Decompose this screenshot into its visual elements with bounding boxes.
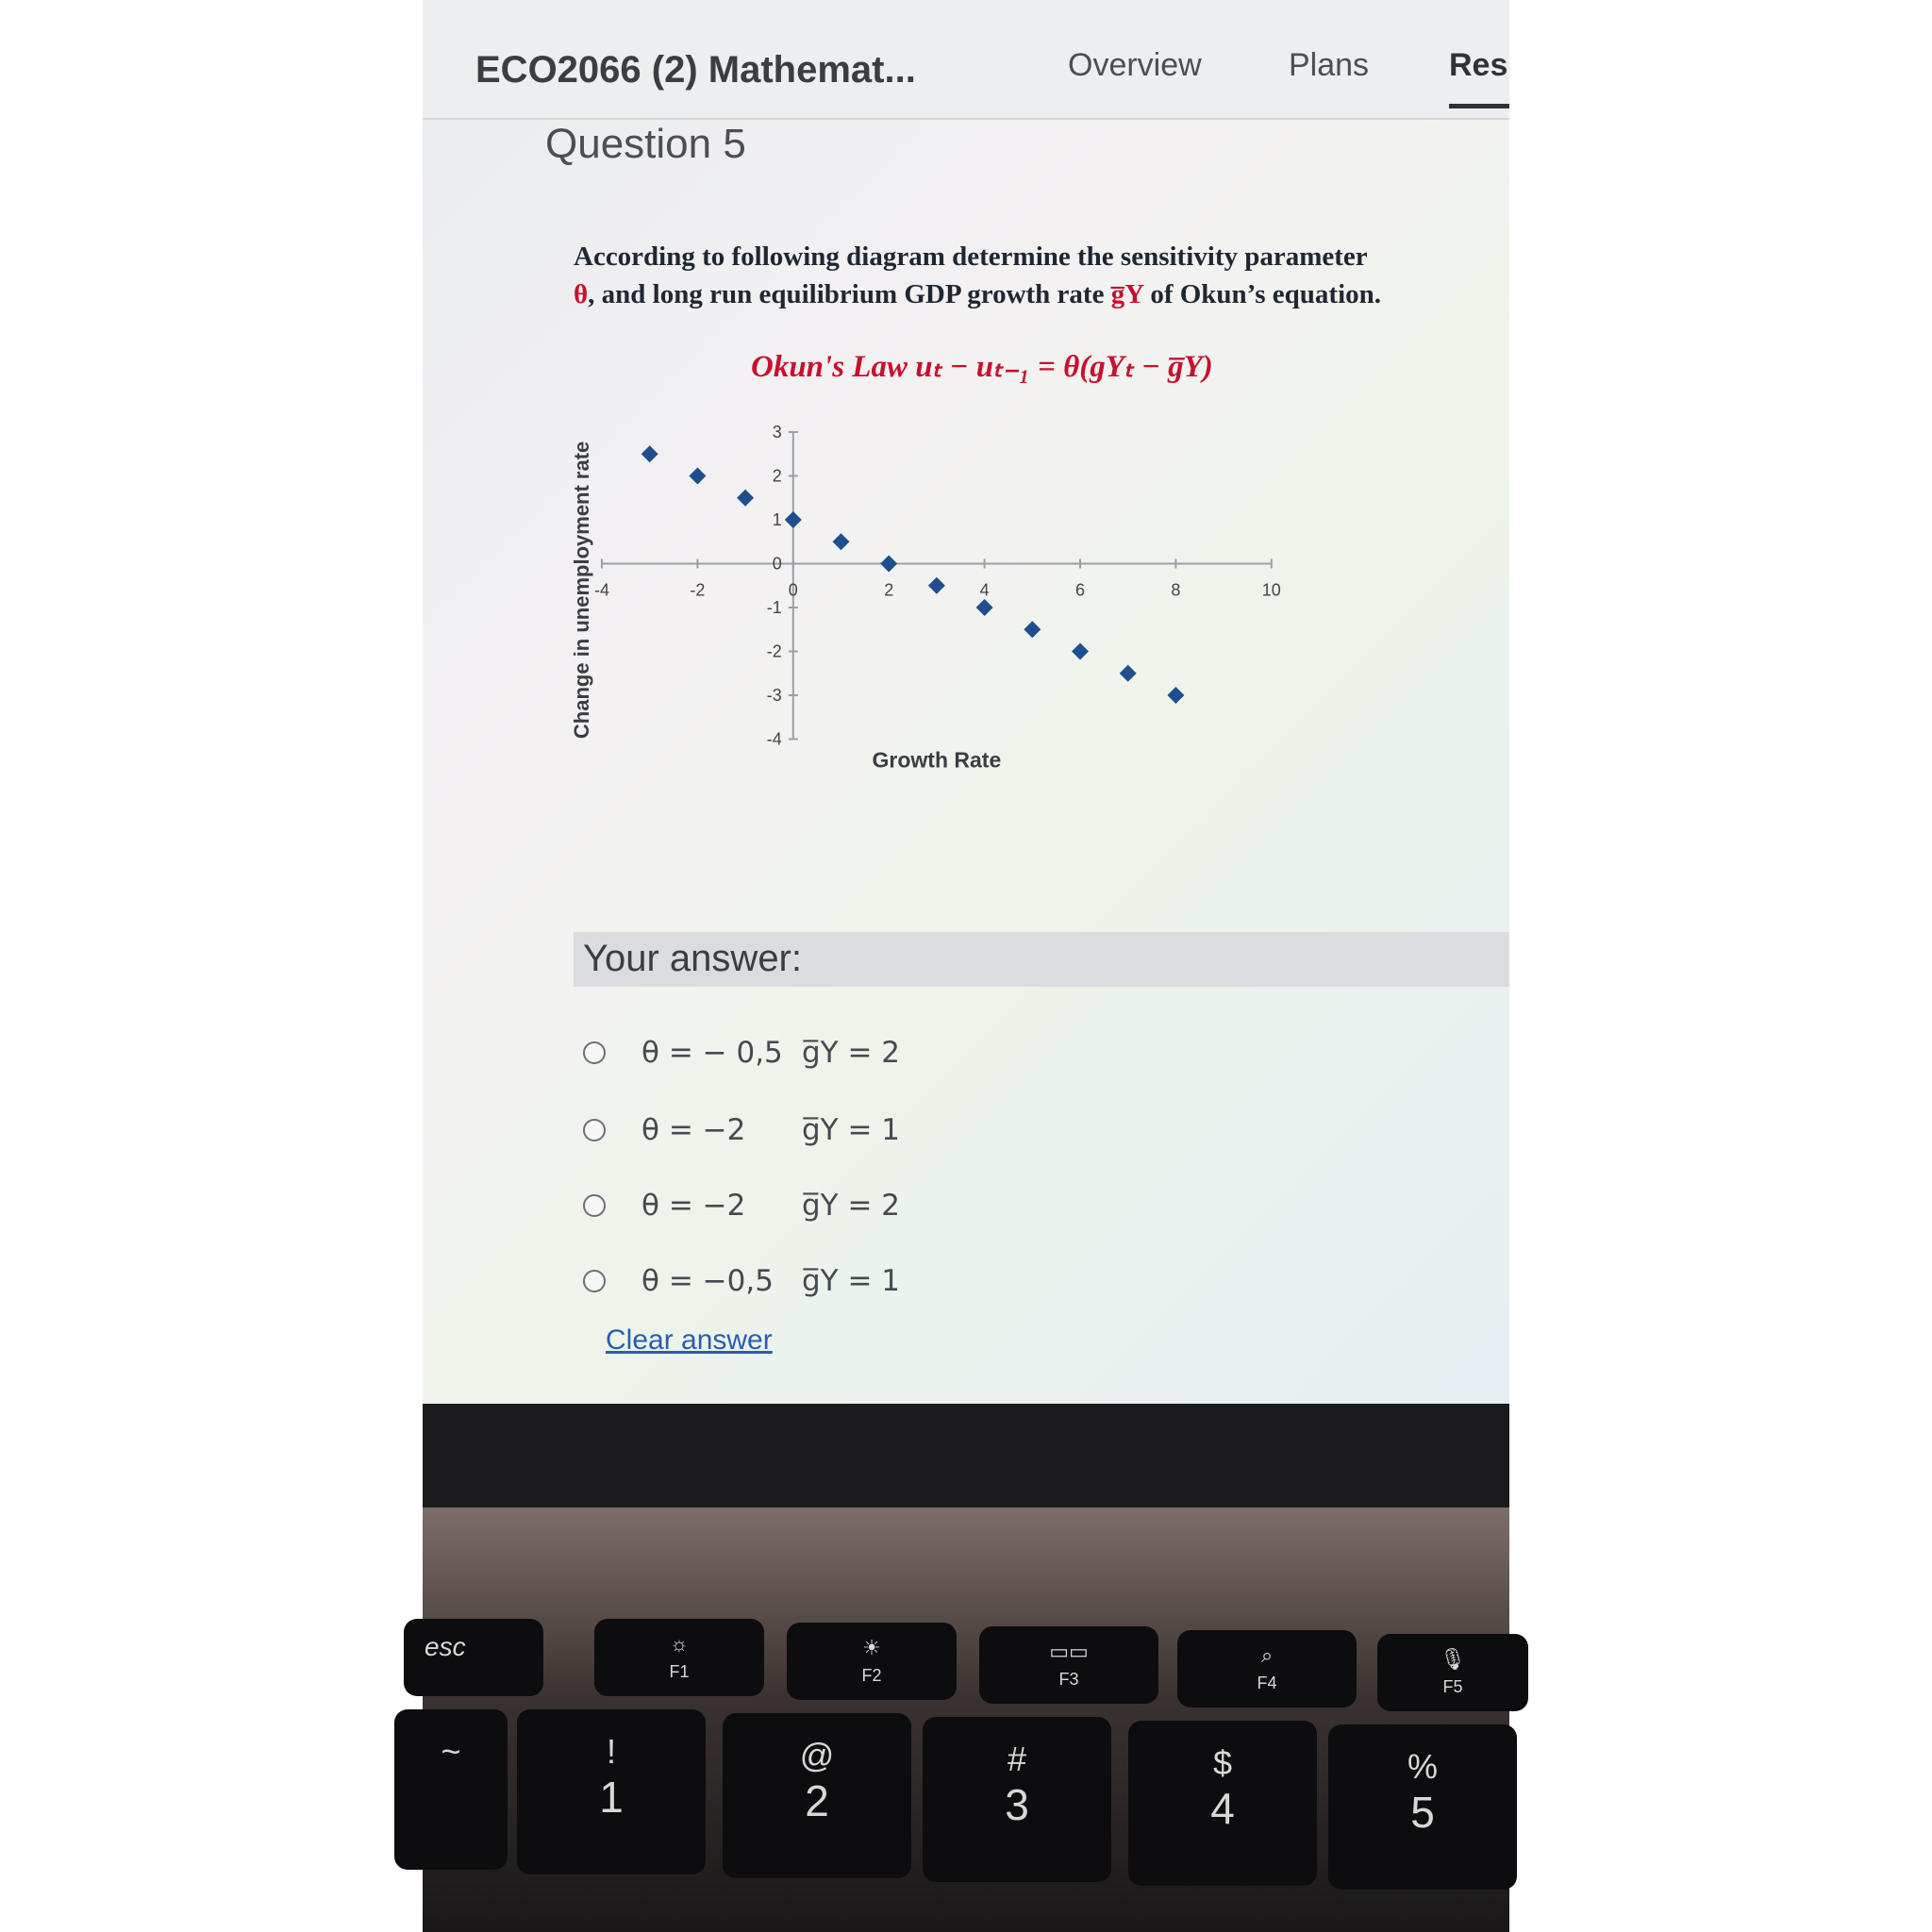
x-tick-label: 2 (884, 580, 894, 600)
key-5-top: % (1407, 1747, 1438, 1786)
key-2-top: @ (799, 1736, 835, 1774)
answer-label: Your answer: (583, 938, 802, 979)
prompt-theta: θ (574, 279, 589, 309)
x-tick-label: -4 (593, 580, 610, 600)
y-tick-label: 2 (772, 466, 782, 486)
key-tilde-top: ~ (441, 1732, 461, 1771)
brightness-up-icon: ☀ (862, 1636, 881, 1659)
x-tick-label: 6 (1074, 580, 1086, 600)
question-label: Question 5 (545, 121, 746, 167)
active-tab-underline (1449, 104, 1509, 108)
key-f3-label: F3 (1058, 1670, 1079, 1689)
option-growth: g̅Y = 2 (802, 1036, 901, 1070)
radio-button[interactable] (583, 1041, 606, 1064)
laptop-screen (423, 0, 1509, 1404)
key-f1-label: F1 (669, 1662, 690, 1681)
key-4-bottom: 4 (1210, 1784, 1235, 1833)
prompt-gbar: g̅Y (1110, 279, 1144, 309)
key-2 (723, 1713, 911, 1878)
nav-resources[interactable]: Res (1449, 47, 1508, 83)
key-3 (923, 1717, 1111, 1882)
nav-plans[interactable]: Plans (1289, 47, 1370, 83)
key-f5-label: F5 (1442, 1677, 1463, 1696)
prompt-line2a: , and long run equilibrium GDP growth rate (588, 279, 1111, 309)
key-3-top: # (1007, 1740, 1027, 1778)
key-f1 (594, 1619, 764, 1696)
key-esc (404, 1619, 543, 1696)
data-point (689, 468, 706, 485)
y-tick-label: -4 (766, 729, 782, 749)
search-icon: ⌕ (1260, 1643, 1274, 1667)
data-point (785, 511, 802, 528)
key-1-top: ! (606, 1732, 616, 1771)
key-4-top: $ (1212, 1743, 1233, 1782)
option-theta: θ = −0,5 (641, 1264, 774, 1298)
course-title[interactable]: ECO2066 (2) Mathemat... (475, 49, 916, 91)
key-5-bottom: 5 (1410, 1788, 1435, 1837)
key-5 (1328, 1724, 1517, 1890)
data-point (880, 556, 897, 573)
radio-button[interactable] (583, 1194, 606, 1217)
y-tick-label: -1 (766, 598, 782, 617)
key-2-bottom: 2 (805, 1776, 829, 1825)
mission-control-icon: ▭▭ (1049, 1640, 1089, 1663)
answer-header (574, 932, 1509, 987)
key-3-bottom: 3 (1005, 1780, 1029, 1829)
key-tilde (394, 1709, 508, 1870)
nav-overview[interactable]: Overview (1068, 47, 1202, 83)
key-1-bottom: 1 (599, 1773, 624, 1822)
option-growth: g̅Y = 1 (802, 1113, 901, 1147)
clear-answer-link[interactable]: Clear answer (606, 1324, 773, 1356)
data-point (1167, 687, 1184, 704)
option-theta: θ = −2 (641, 1189, 746, 1223)
option-theta: θ = −2 (641, 1113, 746, 1147)
key-f4 (1177, 1630, 1357, 1707)
radio-button[interactable] (583, 1270, 606, 1292)
data-point (976, 599, 993, 616)
y-tick-label: -3 (766, 686, 782, 705)
brightness-down-icon: ☼ (669, 1632, 690, 1656)
prompt-line2b: of Okun’s equation. (1143, 279, 1382, 309)
data-point (1024, 621, 1041, 638)
y-axis-label: Change in unemployment rate (570, 441, 593, 740)
okun-scatter-chart (570, 406, 1281, 783)
option-theta: θ = − 0,5 (641, 1036, 783, 1070)
key-f4-label: F4 (1257, 1674, 1277, 1692)
key-4 (1128, 1721, 1317, 1886)
data-point (833, 533, 850, 550)
option-growth: g̅Y = 1 (802, 1264, 901, 1298)
data-point (1120, 665, 1137, 682)
keyboard-deck (423, 1507, 1509, 1932)
data-point (737, 490, 754, 507)
data-point (1072, 643, 1089, 660)
option-growth: g̅Y = 2 (802, 1189, 901, 1223)
okun-law-equation: Okun's Law uₜ − uₜ₋₁ = θ(gYₜ − g̅Y) (751, 350, 1213, 384)
x-tick-label: 8 (1171, 580, 1181, 600)
y-tick-label: 1 (772, 510, 782, 529)
radio-button[interactable] (583, 1119, 606, 1141)
key-f2 (787, 1623, 957, 1700)
key-1 (517, 1709, 706, 1874)
x-axis-label: Growth Rate (872, 747, 1002, 773)
photo-frame (423, 0, 1509, 1932)
y-tick-label: 3 (772, 423, 782, 441)
y-tick-label: 0 (772, 554, 782, 574)
data-point (928, 577, 945, 594)
prompt-line1: According to following diagram determine the sensitivity parameter (574, 242, 1368, 272)
data-point (641, 445, 658, 462)
key-f3 (979, 1626, 1158, 1704)
x-tick-label: 10 (1261, 580, 1281, 600)
key-f2-label: F2 (861, 1666, 882, 1685)
key-f5 (1377, 1634, 1528, 1711)
key-esc-label: esc (425, 1632, 466, 1661)
screen-bezel (423, 1404, 1509, 1507)
x-tick-label: 4 (979, 580, 990, 600)
x-tick-label: -2 (690, 580, 706, 600)
top-navigation-bar (423, 0, 1509, 120)
microphone-icon: 🎙 (1440, 1647, 1466, 1671)
y-tick-label: -2 (766, 641, 782, 661)
question-prompt (574, 238, 1451, 313)
x-tick-label: 0 (788, 580, 798, 600)
